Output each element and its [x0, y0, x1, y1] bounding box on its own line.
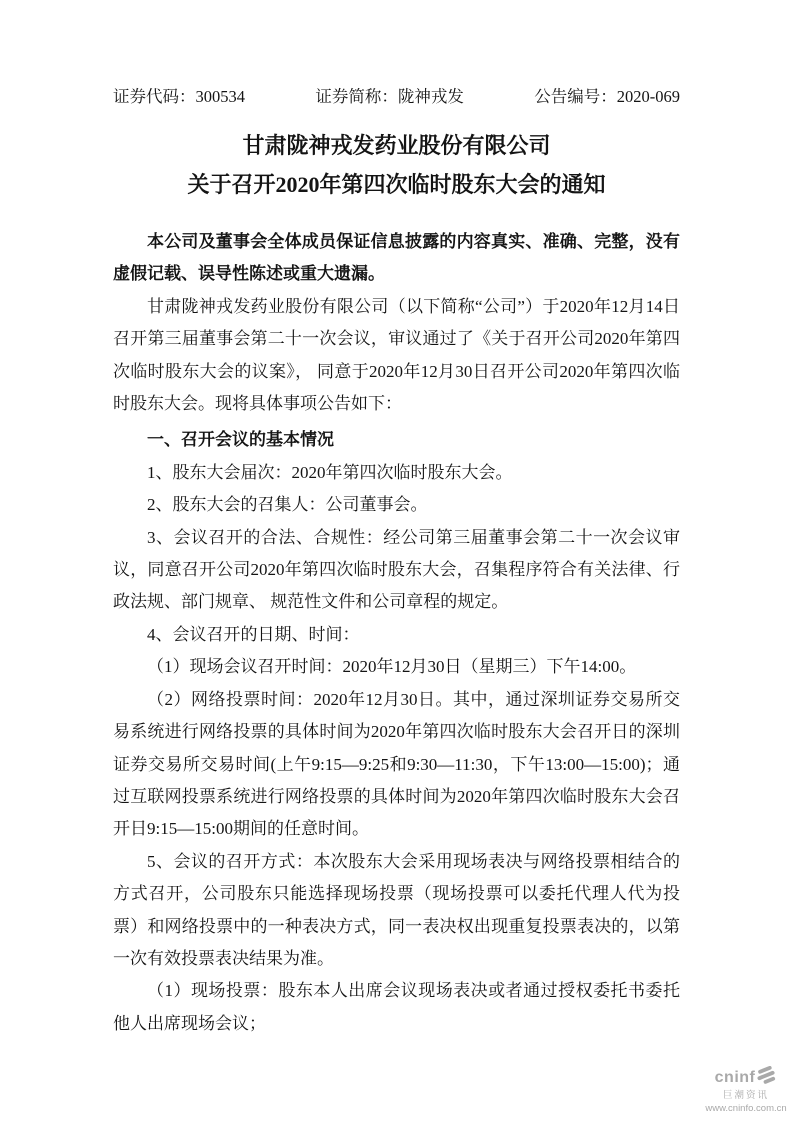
cninfo-swirl-icon	[756, 1066, 777, 1089]
company-title: 甘肃陇神戎发药业股份有限公司	[242, 133, 551, 158]
list-item-onsite-voting: （1）现场投票：股东本人出席会议现场表决或者通过授权委托书委托他人出席现场会议；	[113, 981, 680, 1033]
section-heading-basic-info: 一、召开会议的基本情况	[147, 430, 334, 450]
cninfo-brand-text: cninf	[714, 1068, 756, 1086]
notice-title: 关于召开2020年第四次临时股东大会的通知	[187, 172, 606, 197]
cninfo-brand-row	[703, 1066, 789, 1089]
list-item-online-voting-time: （2）网络投票时间：2020年12月30日。其中，通过深圳证券交易所交易系统进行网络投票的具体时间为2020年第四次临时股东大会召开日的深圳证券交易所交易时间(上午9:15—9:25和9:30—11:30，下午13:00—15:00)；通过互联网投票系统进行网络投票的具体时间为2020年第四次临时股东大会召开日9:15—15:00期间的任意时间。	[113, 689, 680, 839]
document-header	[113, 86, 680, 108]
cninfo-logo	[703, 1066, 789, 1113]
list-item-date-time: 4、会议召开的日期、时间：	[147, 624, 360, 644]
stock-abbr: 证券简称：陇神戎发	[315, 87, 464, 106]
announcement-number: 公告编号：2020-069	[534, 87, 680, 106]
disclaimer-paragraph: 本公司及董事会全体成员保证信息披露的内容真实、准确、完整，没有虚假记载、误导性陈述或重大遗漏。	[113, 232, 680, 284]
cninfo-chinese-name: 巨潮资讯	[722, 1090, 769, 1101]
list-item-meeting-method: 5、会议的召开方式：本次股东大会采用现场表决与网络投票相结合的方式召开，公司股东只能选择现场投票（现场投票可以委托代理人代为投票）和网络投票中的一种表决方式，同一表决权出现重复投票表决的，以第一次有效投票表决结果为准。	[113, 851, 680, 968]
list-item-convener: 2、股东大会的召集人：公司董事会。	[147, 495, 428, 515]
intro-paragraph: 甘肃陇神戎发药业股份有限公司（以下简称“公司”）于2020年12月14日召开第三届董事会第二十一次会议，审议通过了《关于召开公司2020年第四次临时股东大会的议案》， 同意于2020年12月30日召开公司2020年第四次临时股东大会。现将具体事项公告如下：	[113, 296, 680, 414]
document-body	[113, 226, 680, 1040]
cninfo-url: www.cninfo.com.cn	[705, 1102, 787, 1114]
list-item-session: 1、股东大会届次：2020年第四次临时股东大会。	[147, 462, 513, 482]
list-item-legality: 3、会议召开的合法、合规性：经公司第三届董事会第二十一次会议审议，同意召开公司2020年第四次临时股东大会，召集程序符合有关法律、行政法规、部门规章、 规范性文件和公司章程的规定。	[113, 527, 680, 612]
stock-code: 证券代码：300534	[113, 87, 245, 106]
list-item-onsite-time: （1）现场会议召开时间：2020年12月30日（星期三）下午14:00。	[147, 657, 637, 677]
